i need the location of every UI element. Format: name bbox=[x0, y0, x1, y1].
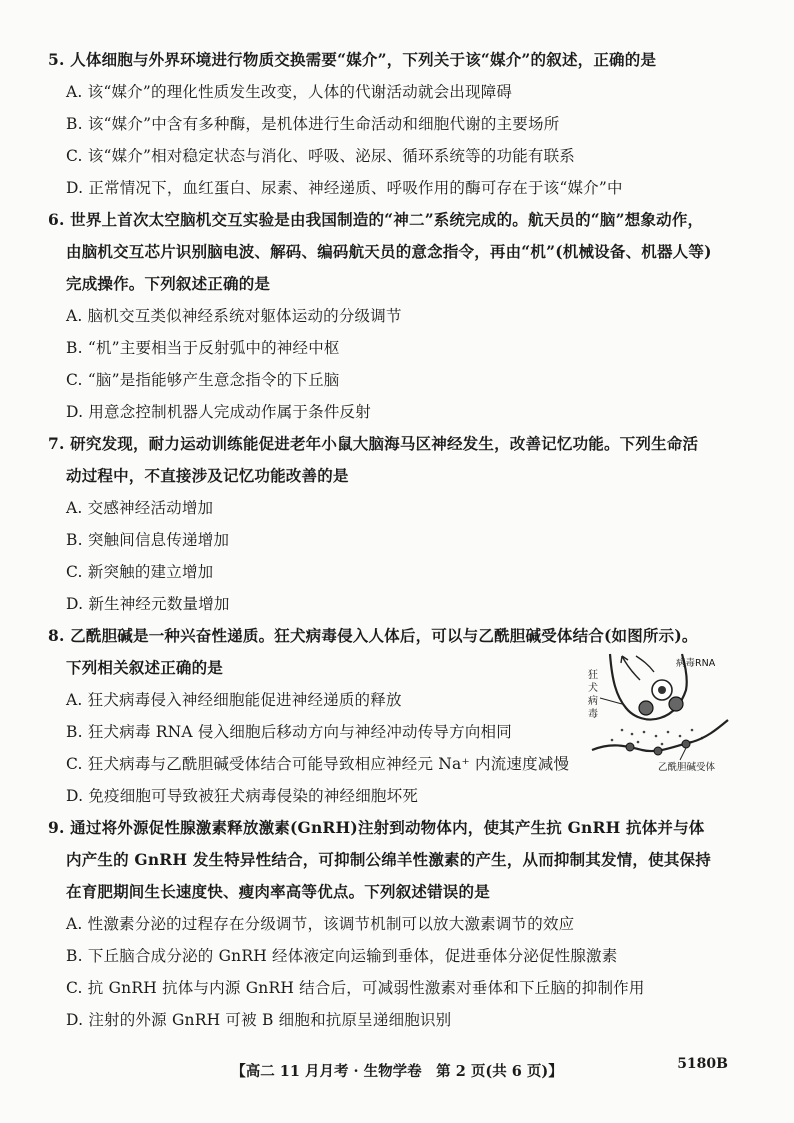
question-9-stem-line-3: 在育肥期间生长速度快、瘦肉率高等优点。下列叙述错误的是 bbox=[66, 882, 490, 901]
question-5-option-d: D. 正常情况下，血红蛋白、尿素、神经递质、呼吸作用的酶可存在于该“媒介”中 bbox=[66, 179, 623, 197]
question-8-option-a: A. 狂犬病毒侵入神经细胞能促进神经递质的释放 bbox=[66, 691, 402, 709]
vesicle-core bbox=[658, 686, 666, 694]
paper-code: 5180B bbox=[677, 1056, 728, 1072]
postsynaptic-membrane bbox=[592, 720, 728, 751]
question-9-option-d: D. 注射的外源 GnRH 可被 B 细胞和抗原呈递细胞识别 bbox=[66, 1011, 452, 1029]
virus-particle-icon bbox=[639, 701, 653, 715]
question-7-stem-line-1: 7. 研究发现，耐力运动训练能促进老年小鼠大脑海马区神经发生，改善记忆功能。下列生命活 bbox=[48, 434, 699, 453]
figure-label-virus-4: 毒 bbox=[588, 709, 598, 720]
question-5-option-b: B. 该“媒介”中含有多种酶，是机体进行生命活动和细胞代谢的主要场所 bbox=[66, 115, 560, 133]
figure-label-virus-3: 病 bbox=[588, 696, 598, 707]
question-5-option-c: C. 该“媒介”相对稳定状态与消化、呼吸、泌尿、循环系统等的功能有联系 bbox=[66, 147, 576, 165]
figure-label-virus-1: 狂 bbox=[588, 670, 598, 681]
virus-particle-icon bbox=[669, 697, 683, 711]
question-7-option-a: A. 交感神经活动增加 bbox=[66, 499, 214, 517]
question-8-stem-line-1: 8. 乙酰胆碱是一种兴奋性递质。狂犬病毒侵入人体后，可以与乙酰胆碱受体结合(如图所示)。 bbox=[48, 626, 698, 645]
question-9-stem-line-2: 内产生的 GnRH 发生特异性结合，可抑制公绵羊性激素的产生，从而抑制其发情，使其保持 bbox=[66, 850, 711, 869]
page-footer: 【高二 11 月月考 · 生物学卷 第 2 页(共 6 页)】 bbox=[231, 1063, 563, 1080]
question-8-option-b: B. 狂犬病毒 RNA 侵入细胞后移动方向与神经冲动传导方向相同 bbox=[66, 723, 512, 741]
figure-label-receptor: 乙酰胆碱受体 bbox=[658, 762, 716, 773]
rna-arrow bbox=[622, 656, 640, 680]
question-6-stem-line-1: 6. 世界上首次太空脑机交互实验是由我国制造的“神二”系统完成的。航天员的“脑”想象动作， bbox=[48, 210, 704, 229]
question-8-option-d: D. 免疫细胞可导致被狂犬病毒侵染的神经细胞坏死 bbox=[66, 787, 419, 805]
question-9-option-a: A. 性激素分泌的过程存在分级调节，该调节机制可以放大激素调节的效应 bbox=[66, 915, 575, 933]
question-6-stem-line-2: 由脑机交互芯片识别脑电波、解码、编码航天员的意念指令，再由“机”(机械设备、机器人等) bbox=[66, 242, 712, 261]
question-5-option-a: A. 该“媒介”的理化性质发生改变，人体的代谢活动就会出现障碍 bbox=[66, 83, 513, 101]
figure-label-rna: 病毒RNA bbox=[676, 658, 716, 669]
pointer-line bbox=[680, 748, 686, 760]
rna-arrow bbox=[636, 656, 654, 672]
question-9-stem-line-1: 9. 通过将外源促性腺激素释放激素(GnRH)注射到动物体内，使其产生抗 GnRH 抗体并与体 bbox=[48, 818, 705, 837]
question-7-option-d: D. 新生神经元数量增加 bbox=[66, 595, 230, 613]
question-9-option-c: C. 抗 GnRH 抗体与内源 GnRH 结合后，可减弱性激素对垂体和下丘脑的抑制作用 bbox=[66, 979, 645, 997]
question-5-stem: 5. 人体细胞与外界环境进行物质交换需要“媒介”，下列关于该“媒介”的叙述，正确的是 bbox=[48, 50, 657, 69]
question-8-option-c: C. 狂犬病毒与乙酰胆碱受体结合可能导致相应神经元 Na⁺ 内流速度减慢 bbox=[66, 755, 570, 773]
question-8-stem-line-2: 下列相关叙述正确的是 bbox=[66, 658, 224, 677]
question-7-option-b: B. 突触间信息传递增加 bbox=[66, 531, 230, 549]
figure-label-virus-2: 犬 bbox=[588, 683, 598, 694]
question-6-option-c: C. “脑”是指能够产生意念指令的下丘脑 bbox=[66, 371, 340, 389]
question-6-option-d: D. 用意念控制机器人完成动作属于条件反射 bbox=[66, 403, 371, 421]
question-7-stem-line-2: 动过程中，不直接涉及记忆功能改善的是 bbox=[66, 466, 349, 485]
question-6-option-b: B. “机”主要相当于反射弧中的神经中枢 bbox=[66, 339, 340, 357]
question-6-option-a: A. 脑机交互类似神经系统对躯体运动的分级调节 bbox=[66, 307, 402, 325]
question-9-option-b: B. 下丘脑合成分泌的 GnRH 经体液定向运输到垂体，促进垂体分泌促性腺激素 bbox=[66, 947, 618, 965]
question-6-stem-line-3: 完成操作。下列叙述正确的是 bbox=[66, 274, 271, 293]
question-7-option-c: C. 新突触的建立增加 bbox=[66, 563, 214, 581]
pointer-line bbox=[600, 698, 622, 704]
synapse-virus-figure bbox=[582, 650, 732, 774]
